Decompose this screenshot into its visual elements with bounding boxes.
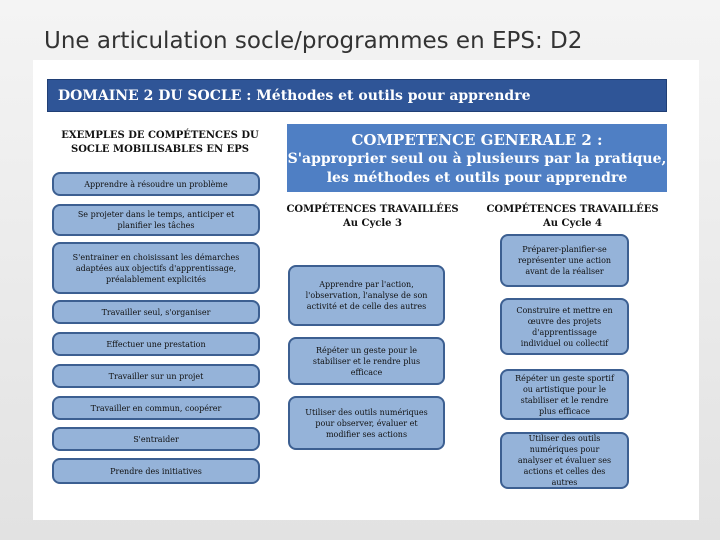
cycle3-heading-2: Au Cycle 3 [343, 218, 402, 229]
left-item: Travailler en commun, coopérer [52, 396, 260, 420]
domain-header: DOMAINE 2 DU SOCLE : Méthodes et outils pour apprendre [47, 79, 667, 112]
left-item: S'entraider [52, 427, 260, 451]
left-heading [45, 129, 275, 157]
cycle4-item: Préparer-planifier-se représenter une action avant de la réaliser [500, 234, 629, 287]
left-heading-2: SOCLE MOBILISABLES EN EPS [70, 144, 250, 155]
cycle4-heading [485, 203, 660, 231]
general-line2: S'approprier seul ou à plusieurs par la pratique, [287, 151, 667, 167]
slide-title: Une articulation socle/programmes en EPS: D2 [44, 28, 583, 54]
cycle3-item: Apprendre par l'action, l'observation, l'analyse de son activité et de celle des autres [288, 265, 445, 326]
cycle4-heading-2: Au Cycle 4 [543, 218, 602, 229]
general-line1: COMPETENCE GENERALE 2 : [351, 131, 603, 149]
left-item: Travailler sur un projet [52, 364, 260, 388]
left-item: Se projeter dans le temps, anticiper et planifier les tâches [52, 204, 260, 236]
cycle4-heading-1: COMPÉTENCES TRAVAILLÉES [486, 204, 659, 215]
cycle3-heading-1: COMPÉTENCES TRAVAILLÉES [286, 204, 459, 215]
cycle3-heading [285, 203, 460, 231]
cycle3-item: Répéter un geste pour le stabiliser et le rendre plus efficace [288, 337, 445, 385]
cycle4-item: Utiliser des outils numériques pour analyser et évaluer ses actions et celles des autres [500, 432, 629, 489]
cycle4-item: Répéter un geste sportif ou artistique pour le stabiliser et le rendre plus efficace [500, 369, 629, 420]
left-item: S'entrainer en choisissant les démarches adaptées aux objectifs d'apprentissage, préalablement explicités [52, 242, 260, 294]
left-item: Apprendre à résoudre un problème [52, 172, 260, 196]
general-competence [287, 124, 667, 192]
left-item: Travailler seul, s'organiser [52, 300, 260, 324]
left-heading-1: EXEMPLES DE COMPÉTENCES DU [61, 130, 259, 141]
general-line3: les méthodes et outils pour apprendre [326, 170, 628, 186]
cycle3-item: Utiliser des outils numériques pour observer, évaluer et modifier ses actions [288, 396, 445, 450]
left-item: Prendre des initiatives [52, 458, 260, 484]
cycle4-item: Construire et mettre en œuvre des projets d'apprentissage individuel ou collectif [500, 298, 629, 355]
left-item: Effectuer une prestation [52, 332, 260, 356]
